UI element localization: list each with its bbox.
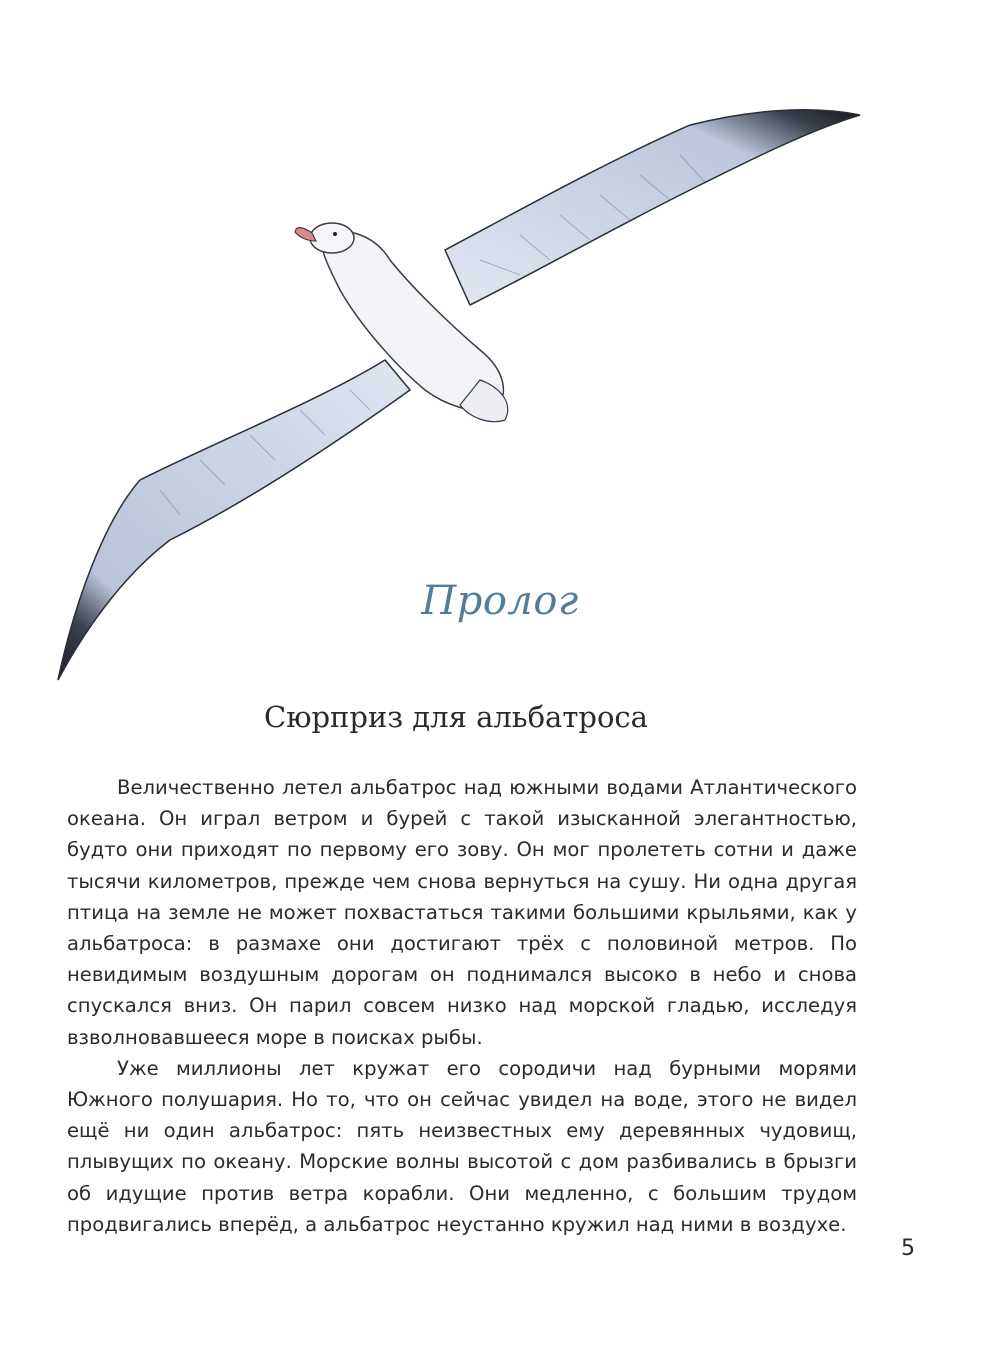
paragraph: Величественно летел альбатрос над южными водами Атлантического океана. Он играл ветром и бурей с такой изысканной элегантностью, будто они приходят по первому его зову. Он мог пролететь сотни и даже тысячи километров, прежде чем снова вернуться на сушу. Ни одна другая птица на земле не может похвастаться такими большими крыльями, как у альбатроса: в размахе они достигают трёх с половиной метров. По невидимым воздушным дорогам он поднимался высоко в небо и снова спускался вниз. Он парил совсем низко над морской гладью, исследуя взволновавшееся море в поисках рыбы.	[67, 776, 857, 1049]
body-text	[67, 772, 857, 1240]
page-number: 5	[901, 1236, 915, 1261]
left-wing	[58, 360, 410, 680]
paragraph: Уже миллионы лет кружат его сородичи над бурными морями Южного полушария. Но то, что он сейчас увидел на воде, этого не видел ещё ни один альбатрос: пять неизвестных ему деревянных чудовищ, плывущих по океану. Морские волны высотой с дом разбивались в брызги об идущие против ветра корабли. Они медленно, с большим трудом продвигались вперёд, а альбатрос неустанно кружил над ними в воздухе.	[67, 1056, 857, 1236]
albatross-head	[310, 223, 354, 253]
chapter-title: Пролог	[421, 578, 579, 624]
right-wing	[445, 110, 860, 305]
albatross-eye	[333, 232, 337, 236]
section-title: Сюрприз для альбатроса	[264, 700, 648, 734]
